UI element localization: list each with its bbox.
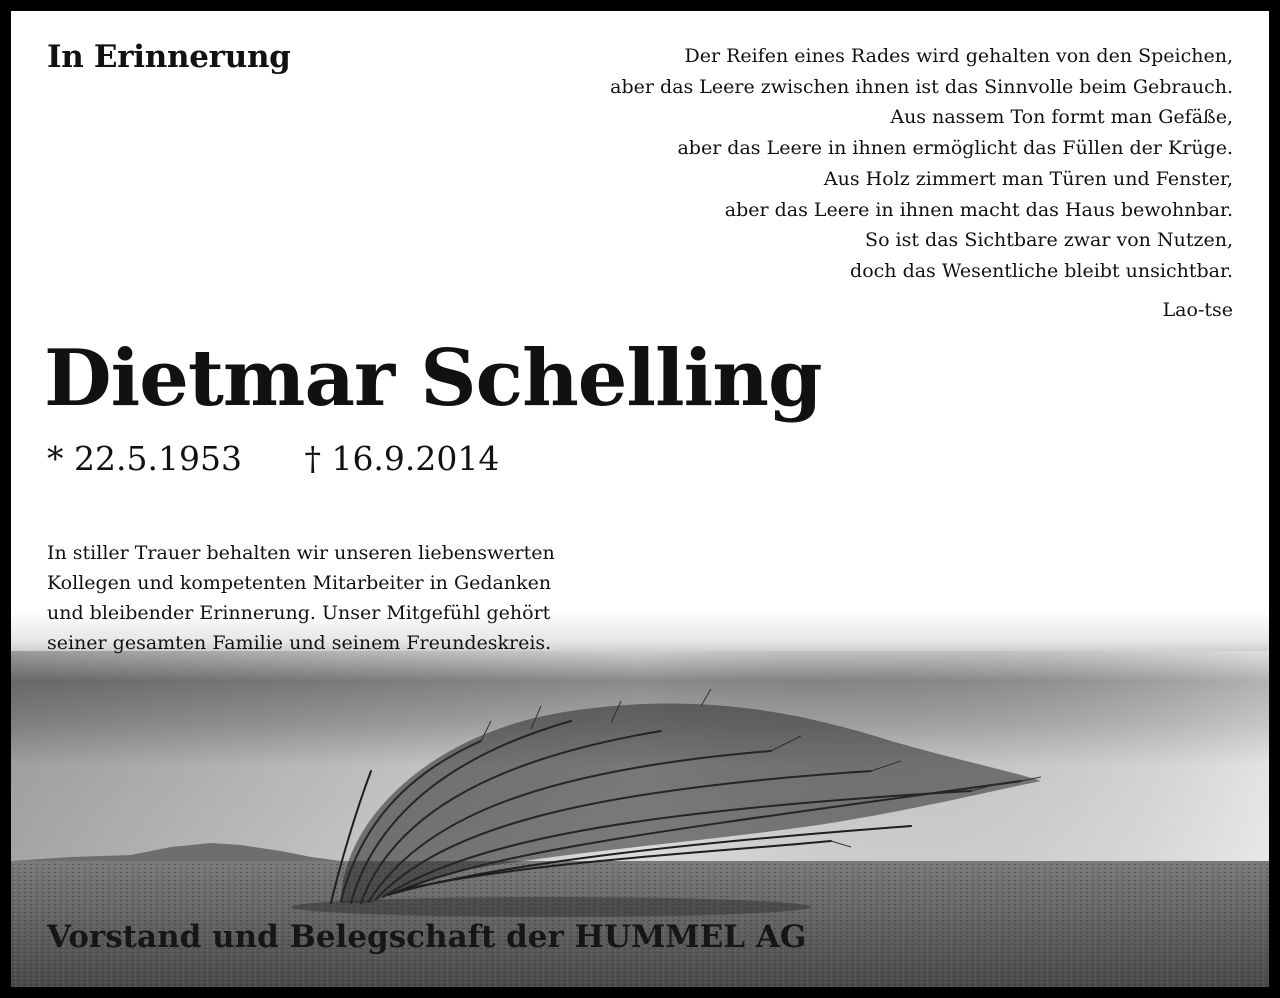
message-line: Kollegen und kompetenten Mitarbeiter in Gedanken [47, 572, 552, 594]
poem-line: Der Reifen eines Rades wird gehalten von den Speichen, [684, 45, 1233, 67]
poem [513, 41, 1233, 287]
poem-line: aber das Leere zwischen ihnen ist das Sinnvolle beim Gebrauch. [610, 75, 1233, 98]
life-dates [47, 439, 499, 478]
message-line: In stiller Trauer behalten wir unseren liebenswerten [47, 542, 555, 564]
deceased-name: Dietmar Schelling [44, 333, 822, 424]
death-date: † 16.9.2014 [304, 439, 500, 478]
poem-line: doch das Wesentliche bleibt unsichtbar. [850, 259, 1233, 282]
birth-date: * 22.5.1953 [47, 439, 242, 478]
condolence-message [47, 538, 555, 658]
poem-line: So ist das Sichtbare zwar von Nutzen, [865, 229, 1233, 252]
signature: Vorstand und Belegschaft der HUMMEL AG [47, 919, 807, 955]
poem-line: Aus Holz zimmert man Türen und Fenster, [823, 167, 1233, 190]
message-line: und bleibender Erinnerung. Unser Mitgefühl gehört [47, 602, 551, 624]
poem-line: aber das Leere in ihnen macht das Haus bewohnbar. [724, 198, 1233, 221]
poem-line: Aus nassem Ton formt man Gefäße, [890, 106, 1233, 129]
message-line: seiner gesamten Familie und seinem Freundeskreis. [47, 632, 552, 654]
heading: In Erinnerung [47, 39, 291, 75]
poem-line: aber das Leere in ihnen ermöglicht das Füllen der Krüge. [677, 137, 1233, 160]
poem-author: Lao-tse [1162, 299, 1233, 321]
